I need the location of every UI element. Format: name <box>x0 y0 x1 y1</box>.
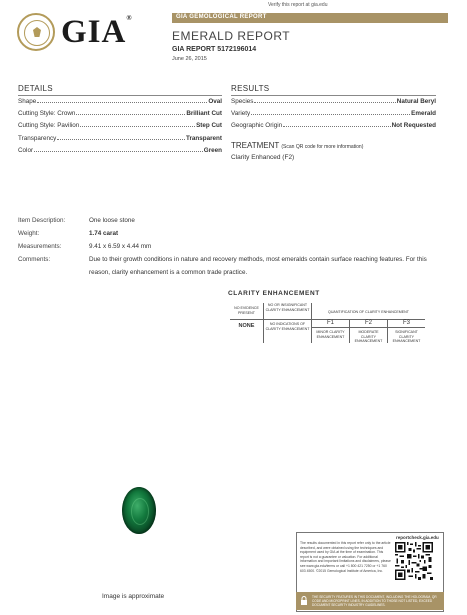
comments-label: Comments: <box>18 256 51 263</box>
detail-row-shape: Shape Oval <box>18 98 222 105</box>
result-row-species: Species Natural Beryl <box>231 98 436 105</box>
weight-label: Weight: <box>18 230 40 237</box>
gia-seal-icon <box>17 13 55 51</box>
results-title: RESULTS <box>231 84 270 93</box>
security-seal-bar <box>296 592 444 610</box>
ce-f1: F1 <box>326 320 334 326</box>
result-row-origin: Geographic Origin Not Requested <box>231 122 436 130</box>
ce-quantification: QUANTIFICATION OF CLARITY ENHANCEMENT <box>328 310 409 314</box>
clarity-enhancement-table <box>230 301 425 345</box>
results-rule <box>231 95 436 96</box>
report-check-link[interactable]: reportcheck.gia.edu <box>396 535 439 540</box>
ce-f3-desc: SIGNIFICANT CLARITY ENHANCEMENT <box>392 330 421 343</box>
results-list <box>231 98 436 135</box>
detail-row-color: Color Green <box>18 146 222 154</box>
ce-f2-desc: MODERATE CLARITY ENHANCEMENT <box>354 330 383 343</box>
qr-code-icon[interactable] <box>395 542 433 580</box>
report-title: EMERALD REPORT <box>172 29 291 43</box>
comments-value: Due to their growth conditions in nature and recovery methods, most emeralds contain surface reaching features. For this reason, clarity enhancement is a common trade practice. <box>89 256 427 276</box>
lock-icon <box>300 596 308 605</box>
ce-none: NONE <box>238 323 255 329</box>
ce-f3: F3 <box>402 320 410 326</box>
security-seal-text: THE SECURITY FEATURES IN THIS DOCUMENT, INCLUDING THE HOLOGRAM, QR CODE AND MICROPRINT LINES, IN ADDITION TO THOSE NOT LISTED, EXCEED DOCUMENT SECURITY INDUSTRY GUIDELINES. <box>312 595 437 607</box>
gia-logo: GIA® <box>61 14 133 50</box>
item-description-label: Item Description: <box>18 217 66 224</box>
ce-f1-desc: MINOR CLARITY ENHANCEMENT <box>316 330 345 339</box>
details-list <box>18 98 222 159</box>
ce-no-evidence: NO EVIDENCE PRESENT <box>234 306 259 315</box>
ce-no-indications: NO INDICATIONS OF CLARITY ENHANCEMENT <box>265 322 310 331</box>
ce-no-insignificant: NO OR INSIGNIFICANT CLARITY ENHANCEMENT <box>265 303 310 312</box>
detail-row-transparency: Transparency Transparent <box>18 134 222 142</box>
image-caption: Image is approximate <box>102 593 165 600</box>
weight-value: 1.74 carat <box>89 230 119 237</box>
details-rule <box>18 95 222 96</box>
measurements-label: Measurements: <box>18 243 62 250</box>
emerald-image <box>122 487 156 534</box>
fine-print: The results documented in this report refer only to the article described, and were obtained using the techniques and equipment used by GIA at the time of examination. This report is not a guarantee or valuation. For additional information and important limitations and disclaimers, please see www.gia.edu/terms or call +1 800 421 7250 or +1 760 603 4500. ©2015 Gemological Institute of America, Inc. <box>300 541 391 573</box>
report-date: June 26, 2015 <box>172 56 207 62</box>
header-bar: GIA GEMOLOGICAL REPORT <box>172 13 448 23</box>
item-description-value: One loose stone <box>89 217 135 224</box>
result-row-variety: Variety Emerald <box>231 110 436 118</box>
ce-f2: F2 <box>364 320 372 326</box>
detail-row-crown: Cutting Style: Crown Brilliant Cut <box>18 110 222 118</box>
measurements-value: 9.41 x 6.59 x 4.44 mm <box>89 243 152 250</box>
details-title: DETAILS <box>18 84 53 93</box>
report-number: GIA REPORT 5172196014 <box>172 46 257 53</box>
clarity-enhancement-title: CLARITY ENHANCEMENT <box>228 290 320 297</box>
treatment-title: TREATMENT (Scan QR code for more information) <box>231 141 364 150</box>
detail-row-pavilion: Cutting Style: Pavilion Step Cut <box>18 122 222 130</box>
treatment-value: Clarity Enhanced (F2) <box>231 154 295 161</box>
